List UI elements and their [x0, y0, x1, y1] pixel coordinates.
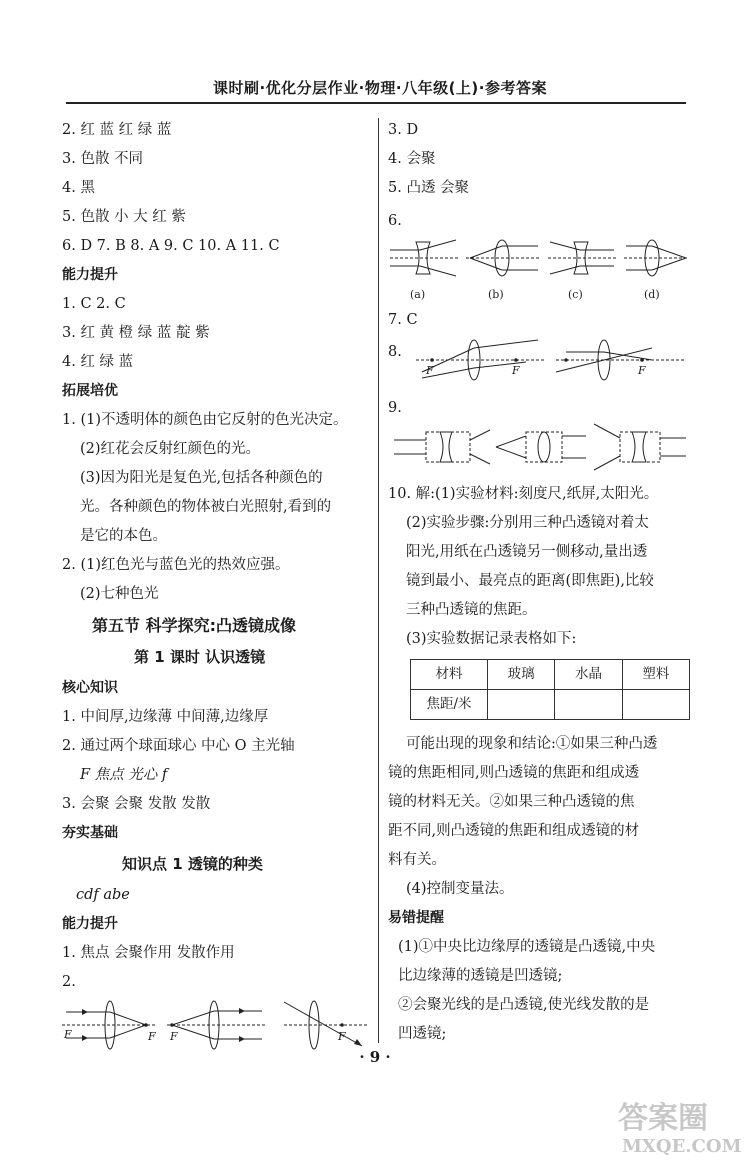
- table-cell: 材料: [411, 660, 488, 690]
- focus-label: F: [512, 364, 520, 377]
- figure-label: (d): [644, 288, 660, 301]
- answer-line: cdf abe: [76, 887, 130, 903]
- answer-line: 镜到最小、最亮点的距离(即焦距),比较: [406, 573, 654, 589]
- answer-line: (3)实验数据记录表格如下:: [406, 631, 577, 647]
- answer-line: (2)红花会反射红颜色的光。: [80, 441, 261, 457]
- answer-line: 6.: [388, 213, 402, 229]
- answer-line: 镜的焦距相同,则凸透镜的焦距和组成透: [388, 765, 640, 781]
- focus-label: F: [638, 364, 646, 377]
- watermark-subtext: MXQE.COM: [622, 1136, 742, 1157]
- answer-line: 光。各种颜色的物体被白光照射,看到的: [80, 499, 332, 515]
- section-heading: 能力提升: [62, 916, 118, 932]
- section-heading: 拓展培优: [62, 383, 118, 399]
- focus-label: F: [148, 1030, 156, 1043]
- table-cell: 塑料: [622, 660, 689, 690]
- table-cell: [622, 690, 689, 720]
- section-heading: 能力提升: [62, 267, 118, 283]
- answer-line: 4. 会聚: [388, 151, 436, 167]
- answer-line: 1. 焦点 会聚作用 发散作用: [62, 945, 235, 961]
- column-divider: [378, 118, 379, 1043]
- answer-line: 5. 凸透 会聚: [388, 180, 470, 196]
- table-row: [411, 660, 690, 690]
- focus-label: F: [338, 1030, 346, 1043]
- answer-line: 3. D: [388, 122, 419, 138]
- answer-line: 3. 色散 不同: [62, 151, 144, 167]
- answer-line: 可能出现的现象和结论:①如果三种凸透: [406, 736, 658, 752]
- answer-line: 距不同,则凸透镜的焦距和组成透镜的材: [388, 823, 640, 839]
- answer-line: 比边缘薄的透镜是凹透镜;: [398, 968, 563, 984]
- convex-lens-ray-figure: [62, 994, 372, 1054]
- data-table: [410, 659, 690, 720]
- header-title: 课时刷·优化分层作业·物理·八年级(上)·参考答案: [212, 79, 547, 97]
- table-row: [411, 690, 690, 720]
- section-heading: 夯实基础: [62, 825, 118, 841]
- answer-line: 10. 解:(1)实验材料:刻度尺,纸屏,太阳光。: [388, 486, 659, 502]
- answer-line: 1. (1)不透明体的颜色由它反射的色光决定。: [62, 412, 348, 428]
- answer-line: 8.: [388, 344, 402, 360]
- answer-line: (1)①中央比边缘厚的透镜是凸透镜,中央: [398, 939, 656, 955]
- table-cell: [555, 690, 622, 720]
- lens-diagram-q9: [394, 422, 686, 474]
- answer-line: 2. 红 蓝 红 绿 蓝: [62, 122, 172, 138]
- answer-line: 凹透镜;: [398, 1026, 447, 1042]
- answer-line: (4)控制变量法。: [406, 881, 514, 897]
- answer-line: 2. (1)红色光与蓝色光的热效应强。: [62, 557, 290, 573]
- section-heading: 易错提醒: [388, 910, 444, 926]
- header-rule: [66, 102, 686, 104]
- answer-line: 3. 红 黄 橙 绿 蓝 靛 紫: [62, 325, 210, 341]
- answer-line: 1. 中间厚,边缘薄 中间薄,边缘厚: [62, 709, 269, 725]
- answer-line: (2)七种色光: [80, 586, 159, 602]
- knowledge-point-title: 知识点 1 透镜的种类: [122, 855, 263, 873]
- answer-line: 三种凸透镜的焦距。: [406, 602, 537, 618]
- figure-label: (b): [488, 288, 504, 301]
- table-cell: 水晶: [555, 660, 622, 690]
- answer-line: ②会聚光线的是凸透镜,使光线发散的是: [398, 997, 650, 1013]
- answer-line: 镜的材料无关。②如果三种凸透镜的焦: [388, 794, 635, 810]
- answer-line: 4. 黑: [62, 180, 95, 196]
- lesson-title: 第 1 课时 认识透镜: [134, 648, 266, 666]
- figure-label: (c): [568, 288, 583, 301]
- answer-line: 阳光,用纸在凸透镜另一侧移动,量出透: [406, 544, 648, 560]
- section-title: 第五节 科学探究:凸透镜成像: [92, 616, 296, 635]
- watermark-text: 答案圈: [618, 1101, 708, 1136]
- answer-line: 2. 通过两个球面球心 中心 O 主光轴: [62, 738, 295, 754]
- table-cell: 焦距/米: [411, 690, 488, 720]
- table-cell: [488, 690, 555, 720]
- focus-label: F: [170, 1030, 178, 1043]
- focus-label: F: [64, 1028, 72, 1041]
- answer-line: 5. 色散 小 大 红 紫: [62, 209, 186, 225]
- watermark-logo: [612, 1094, 742, 1158]
- answer-line: 3. 会聚 会聚 发散 发散: [62, 796, 211, 812]
- section-heading: 核心知识: [62, 680, 118, 696]
- answer-line: 9.: [388, 400, 402, 416]
- answer-line: (2)实验步骤:分别用三种凸透镜对着太: [406, 515, 649, 531]
- answer-line: 是它的本色。: [80, 528, 167, 544]
- figure-label: (a): [410, 288, 426, 301]
- table-cell: 玻璃: [488, 660, 555, 690]
- answer-line: (3)因为阳光是复色光,包括各种颜色的: [80, 470, 323, 486]
- answer-line: 7. C: [388, 312, 418, 328]
- lens-diagram-q6: [390, 236, 688, 304]
- lens-diagram-q8: [416, 338, 686, 384]
- page-number: · 9 ·: [359, 1048, 391, 1066]
- answer-line: 2.: [62, 974, 76, 990]
- answer-line: 4. 红 绿 蓝: [62, 354, 134, 370]
- focus-label: F: [426, 364, 434, 377]
- answer-line: F 焦点 光心 f: [80, 767, 168, 783]
- answer-line: 1. C 2. C: [62, 296, 126, 312]
- answer-line: 6. D 7. B 8. A 9. C 10. A 11. C: [62, 238, 280, 254]
- answer-line: 料有关。: [388, 852, 446, 868]
